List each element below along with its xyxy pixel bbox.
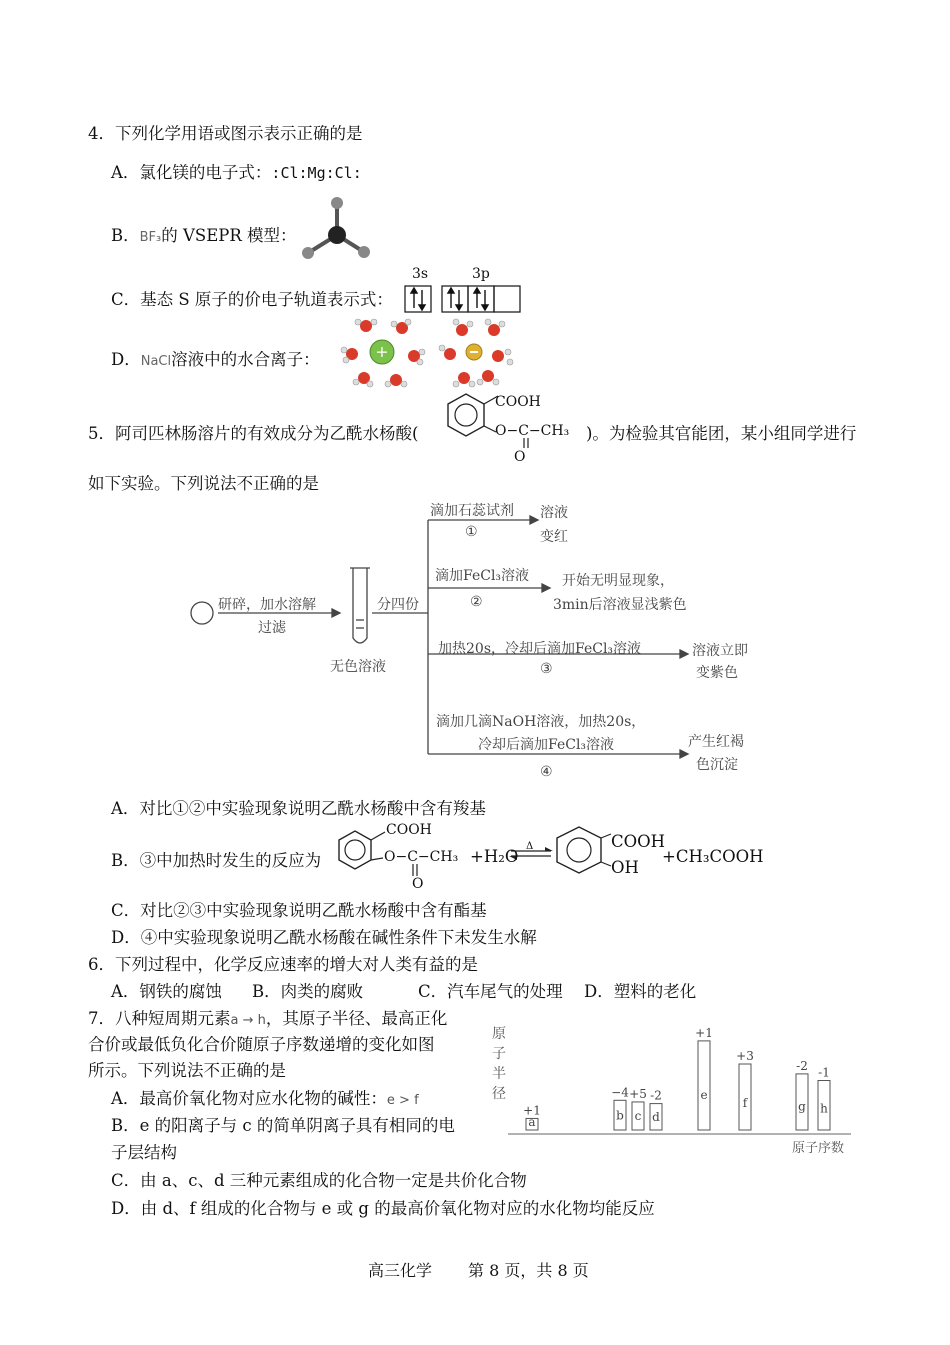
branch2-number: ②: [470, 594, 483, 610]
reaction-acetic-acid: +CH₃COOH: [662, 847, 764, 866]
nacl-formula: NaCl: [140, 354, 172, 369]
chart-bar-label-c: c: [634, 1109, 642, 1124]
q7-option-a-text: A．最高价氧化物对应水化物的碱性：: [111, 1089, 387, 1108]
branch4-reagent-2: 冷却后滴加FeCl₃溶液: [478, 737, 615, 753]
q4-option-b-prefix: B．: [111, 226, 140, 245]
q7-option-a-formula: e > f: [386, 1093, 419, 1108]
chart-bar-label-b: b: [616, 1108, 624, 1123]
q5-stem-line1a: 5．阿司匹林肠溶片的有效成分为乙酰水杨酸(: [88, 424, 419, 443]
q6-option-d: D．塑料的老化: [584, 982, 697, 1001]
product-oh-label: OH: [611, 858, 639, 877]
branch3-reagent: 加热20s，冷却后滴加FeCl₃溶液: [438, 641, 642, 657]
chart-y-label-char: 子: [492, 1046, 506, 1062]
chart-valence-label-h: -1: [818, 1065, 830, 1080]
q4-option-d: [111, 346, 320, 370]
q5-stem-line1b: )。为检验其官能团，某小组同学进行: [586, 424, 857, 443]
orbital-3p-label: 3p: [472, 266, 490, 282]
chart-bar-label-a: a: [528, 1114, 536, 1129]
reactant-cooh-label: COOH: [386, 822, 432, 838]
chart-bar-label-d: d: [652, 1109, 660, 1124]
q6-option-b: B．肉类的腐败: [252, 982, 364, 1001]
branch2-reagent: 滴加FeCl₃溶液: [435, 568, 530, 584]
branch4-number: ④: [540, 764, 553, 780]
chart-valence-label-a: +1: [523, 1103, 541, 1118]
branch2-result-1: 开始无明显现象，: [562, 573, 674, 589]
chart-bar-label-h: h: [820, 1101, 828, 1116]
svg-text:+: +: [375, 342, 389, 361]
chart-valence-label-f: +3: [736, 1049, 754, 1063]
branch1-result-2: 变红: [540, 529, 568, 545]
q7-element-range: a → h: [230, 1013, 266, 1028]
bf3-vsepr-model-icon: [298, 195, 376, 265]
mgcl2-electron-formula: :Cl:Mg:Cl:: [271, 164, 362, 182]
flow-step-bottom: 过滤: [258, 620, 286, 636]
q4-option-d-prefix: D．: [111, 350, 141, 369]
aspirin-carbonyl-o: O: [514, 449, 526, 465]
branch4-reagent-1: 滴加几滴NaOH溶液，加热20s，: [436, 714, 646, 730]
q7-option-b-line2: 子层结构: [111, 1143, 177, 1162]
branch1-result-1: 溶液: [540, 505, 568, 521]
branch4-result-1: 产生红褐: [688, 734, 744, 750]
q4-option-b: [111, 222, 297, 246]
reactant-chain-label: O−C−CH₃: [384, 849, 459, 865]
orbital-3s-label: 3s: [412, 266, 429, 282]
q7-option-d: D．由 d、f 组成的化合物与 e 或 g 的最高价氧化物对应的水化物均能反应: [111, 1199, 655, 1218]
q7-stem-line2: 合价或最低负化合价随原子序数递增的变化如图: [88, 1035, 435, 1054]
element-property-chart: [486, 1010, 866, 1160]
chart-y-axis-label: [492, 1026, 506, 1102]
reactant-carbonyl-o: O: [412, 876, 424, 892]
chart-x-axis-label: 原子序数: [792, 1141, 845, 1156]
footer-subject: 高三化学: [368, 1261, 433, 1280]
q6-option-a: A．钢铁的腐蚀: [111, 982, 222, 1001]
q4-option-d-suffix: 溶液中的水合离子：: [171, 350, 320, 369]
q4-option-a-text: A．氯化镁的电子式：: [111, 163, 272, 182]
footer-page-number: 第 8 页，共 8 页: [468, 1261, 589, 1280]
product-cooh-label: COOH: [611, 832, 666, 851]
tablet-icon: [191, 602, 213, 624]
q7-option-b-line1: B．e 的阳离子与 c 的简单阴离子具有相同的电: [111, 1116, 455, 1135]
q5-option-b-text: B．③中加热时发生的反应为: [111, 851, 322, 870]
q7-option-a: [111, 1085, 419, 1109]
aspirin-cooh-label: COOH: [495, 394, 541, 410]
q6-option-c: C．汽车尾气的处理: [418, 982, 563, 1001]
chart-bar-e: [698, 1041, 710, 1130]
q7-stem-1a: 7．八种短周期元素: [88, 1009, 231, 1028]
flow-tube-label: 无色溶液: [330, 659, 386, 675]
q4-option-c: C．基态 S 原子的价电子轨道表示式：: [111, 290, 393, 309]
q7-stem-1c: ，其原子半径、最高正化: [265, 1009, 448, 1028]
sulfur-orbital-diagram-icon: [404, 285, 528, 315]
q7-stem-line3: 所示。下列说法不正确的是: [88, 1061, 286, 1080]
branch3-result-1: 溶液立即: [692, 643, 748, 659]
branch3-result-2: 变紫色: [696, 665, 738, 681]
chart-y-label-char: 半: [492, 1066, 506, 1082]
reaction-heat-symbol: Δ: [526, 841, 534, 852]
chart-y-label-char: 径: [492, 1086, 506, 1102]
chart-valence-label-e: +1: [695, 1025, 713, 1040]
q5-stem-line2: 如下实验。下列说法不正确的是: [88, 474, 319, 493]
q5-option-a: A．对比①②中实验现象说明乙酰水杨酸中含有羧基: [111, 799, 486, 818]
q6-stem: 6．下列过程中，化学反应速率的增大对人类有益的是: [88, 955, 478, 974]
q5-option-d: D．④中实验现象说明乙酰水杨酸在碱性条件下未发生水解: [111, 928, 537, 947]
q4-stem: 4．下列化学用语或图示表示正确的是: [88, 124, 363, 143]
branch2-result-2: 3min后溶液显浅紫色: [553, 597, 687, 613]
chart-bar-label-e: e: [700, 1087, 708, 1102]
q5-option-c: C．对比②③中实验现象说明乙酰水杨酸中含有酯基: [111, 901, 487, 920]
chart-bar-label-f: f: [742, 1095, 748, 1110]
chart-valence-label-b: −4: [611, 1085, 629, 1100]
reaction-water: +H₂O: [470, 847, 519, 866]
hydrated-ions-icon: [338, 316, 528, 388]
chart-valence-label-d: -2: [650, 1088, 662, 1103]
chart-y-label-char: 原: [492, 1026, 506, 1042]
flow-split: 分四份: [377, 597, 419, 613]
q7-option-c: C．由 a、c、d 三种元素组成的化合物一定是共价化合物: [111, 1171, 527, 1190]
branch1-reagent: 滴加石蕊试剂: [430, 503, 514, 519]
branch1-number: ①: [465, 524, 478, 540]
chart-valence-label-c: +5: [629, 1086, 647, 1101]
aspirin-chain-label: O−C−CH₃: [495, 423, 570, 439]
bf3-formula: BF₃: [139, 230, 162, 245]
q4-option-b-suffix: 的 VSEPR 模型：: [161, 226, 297, 245]
q7-stem-line1: [88, 1005, 447, 1029]
q4-option-a: [111, 159, 362, 183]
chart-valence-label-g: -2: [796, 1058, 808, 1073]
branch4-result-2: 色沉淀: [696, 757, 738, 773]
chart-bar-label-g: g: [798, 1099, 806, 1114]
branch3-number: ③: [540, 661, 553, 677]
flow-step-top: 研碎，加水溶解: [218, 597, 316, 613]
